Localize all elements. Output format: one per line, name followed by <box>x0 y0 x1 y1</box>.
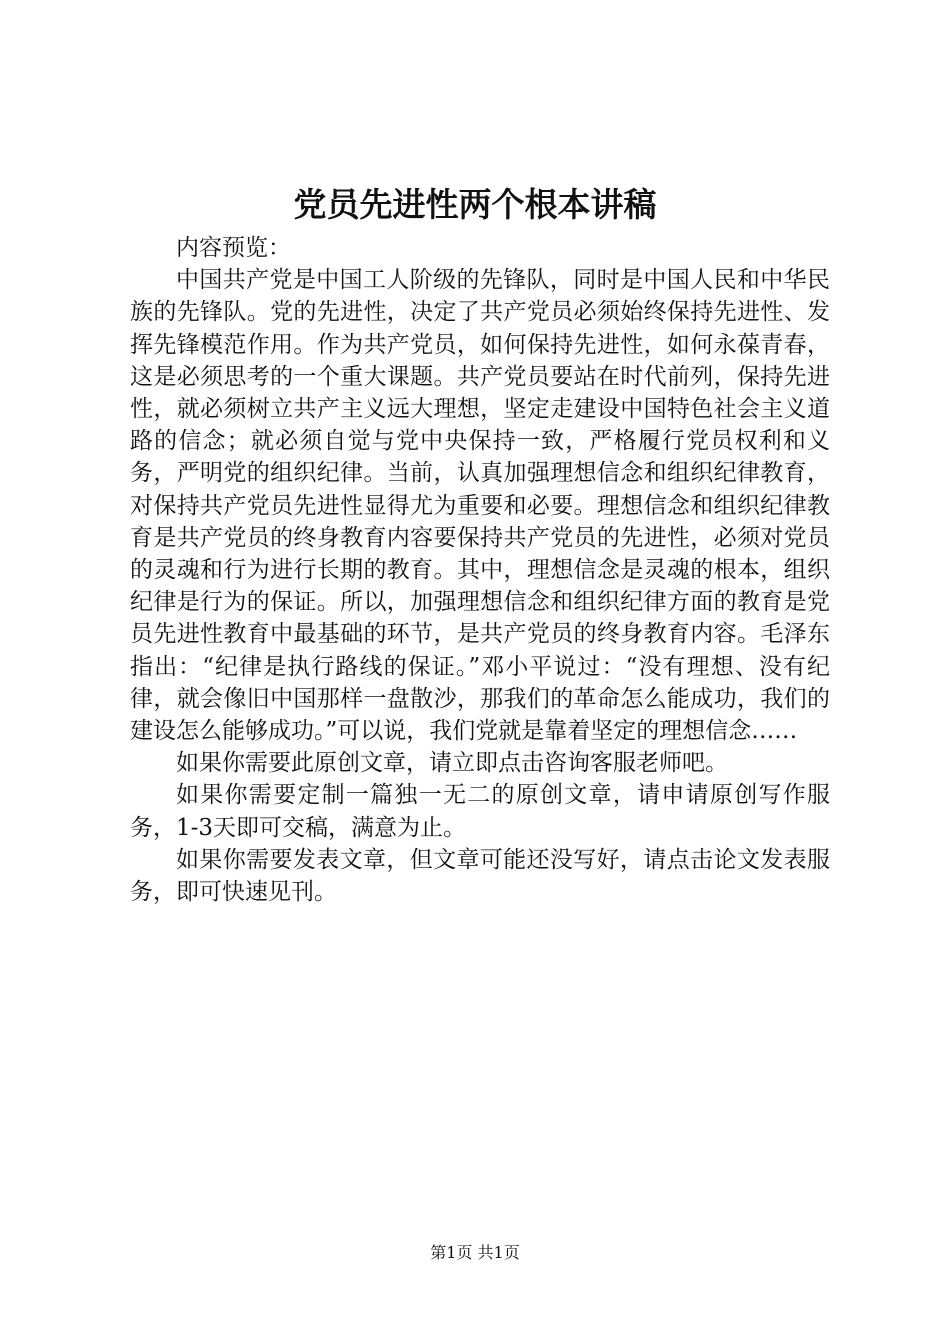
service-note-consult: 如果你需要此原创文章，请立即点击咨询客服老师吧。 <box>176 750 728 777</box>
document-title: 党员先进性两个根本讲稿 <box>293 185 657 224</box>
service-note-publish: 如果你需要发表文章，但文章可能还没写好，请点击论文发表服务，即可快速见刊。 <box>130 846 830 906</box>
service-note-custom: 如果你需要定制一篇独一无二的原创文章，请申请原创写作服务，1-3天即可交稿，满意为止。 <box>130 782 830 841</box>
preview-label: 内容预览： <box>176 235 291 261</box>
body-paragraph: 中国共产党是中国工人阶级的先锋队，同时是中国人民和中华民族的先锋队。党的先进性，决定了共产党员必须始终保持先进性、发挥先锋模范作用。作为共产党员，如何保持先进性，如何永葆青春，这是必须思考的一个重大课题。共产党员要站在时代前列，保持先进性，就必须树立共产主义远大理想，坚定走建设中国特色社会主义道路的信念；就必须自觉与党中央保持一致，严格履行党员权利和义务，严明党的组织纪律。当前，认真加强理想信念和组织纪律教育，对保持共产党员先进性显得尤为重要和必要。理想信念和组织纪律教育是共产党员的终身教育内容要保持共产党员的先进性，必须对党员的灵魂和行为进行长期的教育。其中，理想信念是灵魂的根本，组织纪律是行为的保证。所以，加强理想信念和组织纪律方面的教育是党员先进性教育中最基础的环节，是共产党员的终身教育内容。毛泽东指出：“纪律是执行路线的保证。”邓小平说过：“没有理想、没有纪律，就会像旧中国那样一盘散沙，那我们的革命怎么能成功，我们的建设怎么能够成功。”可以说，我们党就是靠着坚定的理想信念…… <box>130 267 830 745</box>
page-footer: 第1页 共1页 <box>430 1243 520 1262</box>
document-body <box>130 232 830 908</box>
